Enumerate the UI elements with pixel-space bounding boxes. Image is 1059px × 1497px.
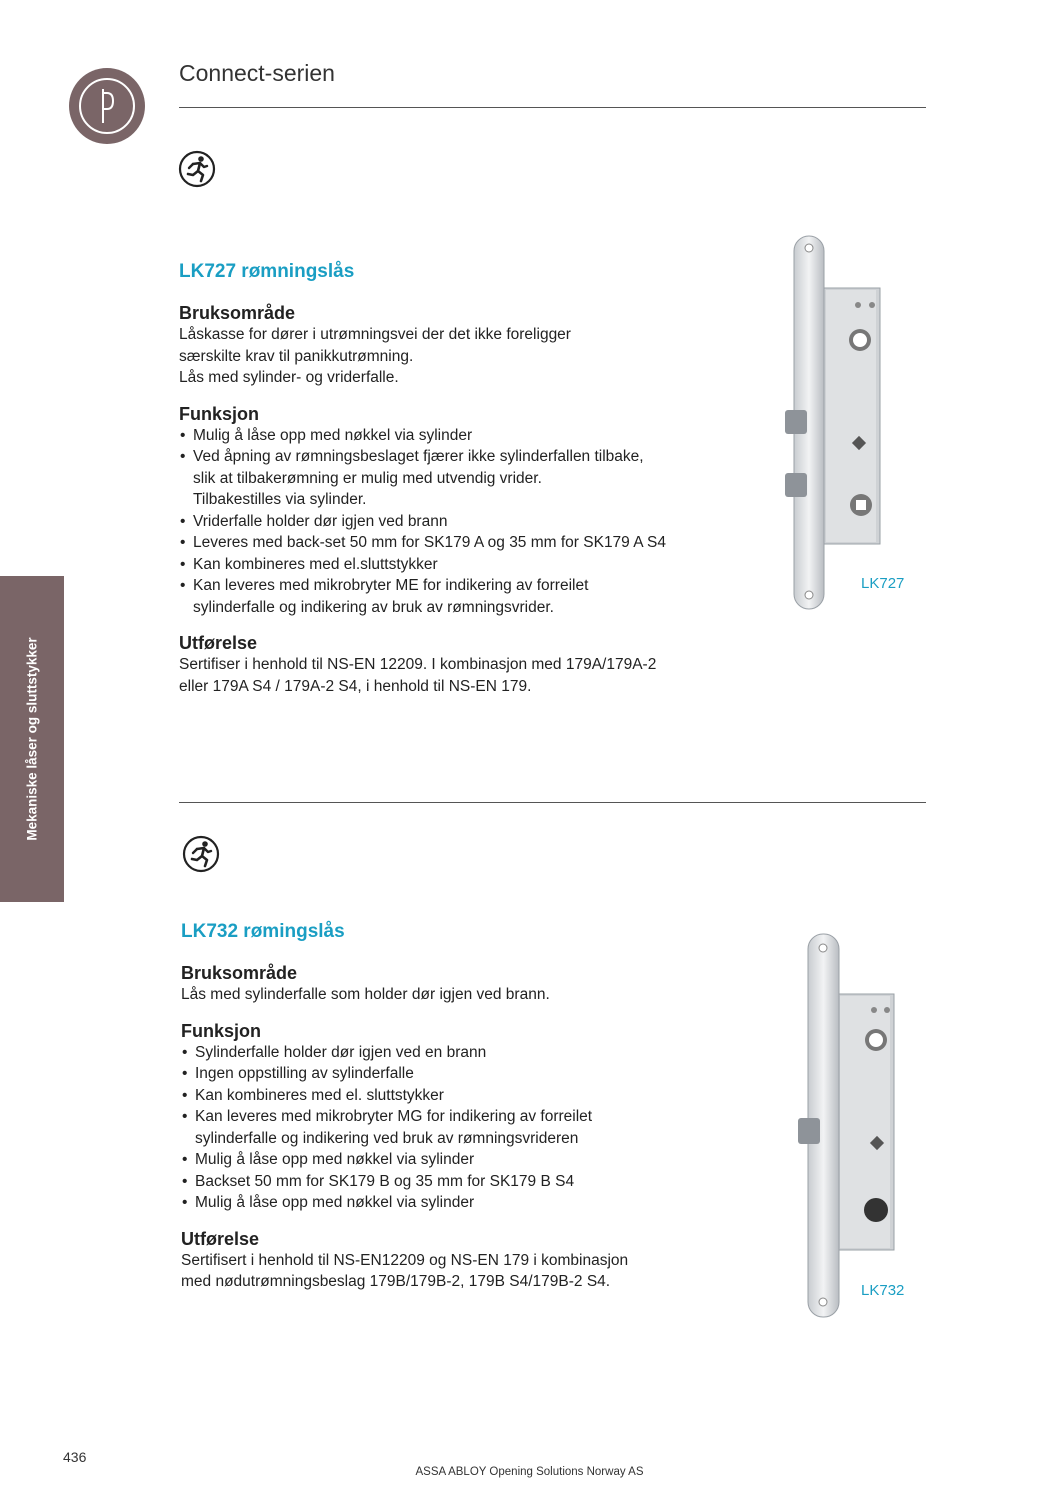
side-chapter-label: Mekaniske låser og sluttstykker — [24, 637, 40, 841]
page-number: 436 — [63, 1449, 87, 1465]
side-chapter-tab[interactable] — [0, 576, 64, 902]
list-item: • Kan leveres med mikrobryter MG for indikering av forreilet sylinderfalle og indikering ved bruk av rømningsvrideren — [181, 1106, 721, 1149]
design-line: eller 179A S4 / 179A-2 S4, i henhold til NS-EN 179. — [179, 677, 532, 695]
footer-company: ASSA ABLOY Opening Solutions Norway AS — [415, 1466, 644, 1478]
list-item: • Ingen oppstilling av sylinderfalle — [181, 1063, 721, 1085]
product-title-lk727: LK727 rømningslås — [179, 261, 355, 282]
design-line: Sertifiser i henhold til NS-EN 12209. I kombinasjon med 179A/179A-2 — [179, 656, 657, 673]
usage-line: Lås med sylinderfalle som holder dør igjen ved brann. — [181, 986, 550, 1003]
emergency-exit-icon — [178, 150, 216, 188]
function-heading: Funksjon — [181, 1020, 261, 1041]
function-list — [181, 1042, 721, 1214]
list-item: • Mulig å låse opp med nøkkel via sylinder — [181, 1192, 721, 1214]
list-item: • Mulig å låse opp med nøkkel via sylinder — [181, 1149, 721, 1171]
list-item: • Mulig å låse opp med nøkkel via sylinder — [179, 425, 719, 447]
function-heading: Funksjon — [179, 403, 259, 424]
design-heading: Utførelse — [179, 633, 258, 653]
image-caption-lk727: LK727 — [861, 575, 905, 592]
list-item: • Kan kombineres med el. sluttstykker — [181, 1085, 721, 1107]
header-divider — [179, 107, 926, 108]
usage-line: Låskasse for dører i utrømningsvei der det ikke foreligger — [179, 326, 571, 343]
design-line: Sertifisert i henhold til NS-EN12209 og NS-EN 179 i kombinasjon — [181, 1251, 629, 1269]
usage-heading: Bruksområde — [179, 303, 296, 323]
list-item: • Kan leveres med mikrobryter ME for indikering av forreilet sylinderfalle og indikering av bruk av rømningsvrider. — [179, 575, 719, 618]
page-title: Connect-serien — [179, 60, 335, 86]
image-caption-lk732: LK732 — [861, 1282, 905, 1299]
section-divider — [179, 802, 926, 803]
list-item: • Leveres med back-set 50 mm for SK179 A og 35 mm for SK179 A S4 — [179, 532, 719, 554]
design-heading: Utførelse — [181, 1228, 260, 1249]
list-item: • Vriderfalle holder dør igjen ved brann — [179, 511, 719, 533]
list-item: • Sylinderfalle holder dør igjen ved en brann — [181, 1042, 721, 1064]
list-item: • Ved åpning av rømningsbeslaget fjærer ikke sylinderfallen tilbake, slik at tilbakerømning er mulig med utvendig vrider. Tilbakestilles via sylinder. — [179, 446, 719, 511]
function-list — [179, 425, 719, 619]
usage-heading: Bruksområde — [181, 963, 298, 983]
design-line: med nødutrømningsbeslag 179B/179B-2, 179B S4/179B-2 S4. — [181, 1273, 611, 1290]
product-title-lk732: LK732 rømingslås — [181, 921, 345, 942]
connect-series-logo-icon — [69, 68, 145, 144]
product-description-lk732 — [181, 962, 721, 1307]
usage-line: særskilte krav til panikkutrømning. — [179, 347, 414, 365]
lock-image-lk727 — [780, 230, 890, 620]
product-description-lk727 — [179, 302, 719, 711]
list-item: • Backset 50 mm for SK179 B og 35 mm for SK179 B S4 — [181, 1171, 721, 1193]
lock-image-lk732 — [792, 930, 905, 1327]
emergency-exit-icon — [182, 835, 220, 873]
usage-line: Lås med sylinder- og vriderfalle. — [179, 369, 399, 386]
list-item: • Kan kombineres med el.sluttstykker — [179, 554, 719, 576]
